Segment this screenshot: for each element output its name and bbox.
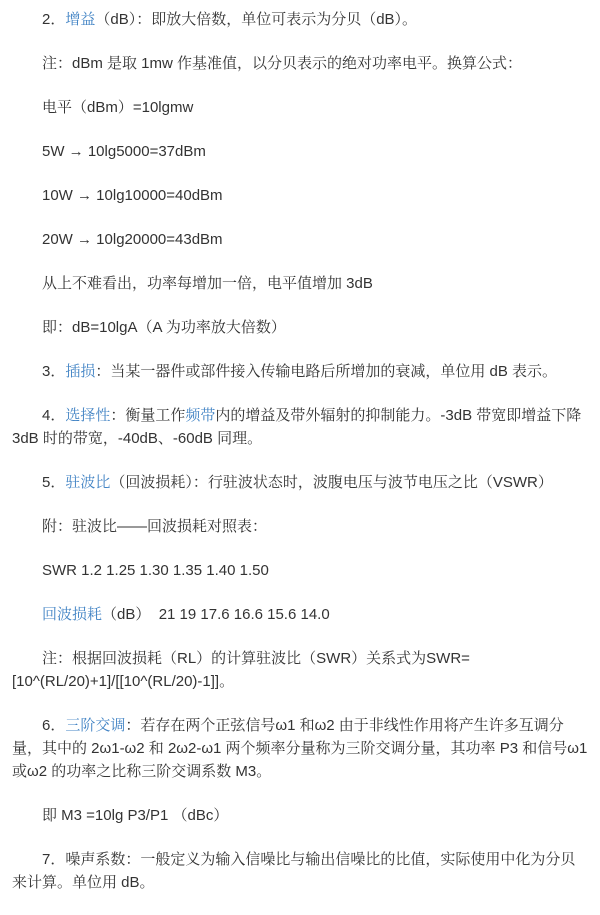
text-run: 6． bbox=[42, 717, 66, 734]
text-run: ：若存在两个正弦信号ω1 和ω2 由于非线性作用将产生许多互调分量，其中的 2ω1-ω2 和 2ω2-ω1 两个频率分量称为三阶交调分量，其功率 P3 和信号ω1 或ω2 的功率之比称三阶交调系数 M3。 bbox=[12, 717, 592, 780]
text-run: 电平（dBm）=10lgmw bbox=[42, 99, 194, 116]
text-run: 5． bbox=[42, 474, 66, 491]
paragraph bbox=[12, 184, 588, 207]
paragraph bbox=[12, 515, 588, 538]
text-run: 从上不难看出，功率每增加一倍，电平值增加 3dB bbox=[42, 275, 373, 292]
paragraph bbox=[12, 96, 588, 119]
paragraph bbox=[12, 559, 588, 582]
text-run: 5W → 10lg5000=37dBm bbox=[42, 143, 206, 160]
paragraph bbox=[12, 360, 588, 383]
text-run: ：衡量工作 bbox=[110, 407, 186, 424]
paragraph bbox=[12, 603, 588, 626]
text-run: 10W → 10lg10000=40dBm bbox=[42, 187, 223, 204]
paragraph bbox=[12, 8, 588, 31]
text-run: 附：驻波比——回波损耗对照表： bbox=[42, 518, 268, 535]
term-link[interactable]: 插损 bbox=[65, 363, 96, 380]
paragraph bbox=[12, 272, 588, 295]
text-run: （回波损耗）：行驻波状态时，波腹电压与波节电压之比（VSWR） bbox=[110, 474, 553, 491]
paragraph bbox=[12, 52, 588, 75]
term-link[interactable]: 三阶交调 bbox=[65, 717, 126, 734]
text-run: （dB） 21 19 17.6 16.6 15.6 14.0 bbox=[102, 606, 330, 623]
text-run: 4． bbox=[42, 407, 66, 424]
term-link[interactable]: 回波损耗 bbox=[42, 606, 103, 623]
text-run: 7．噪声系数：一般定义为输入信噪比与输出信噪比的比值，实际使用中化为分贝来计算。单位用 dB。 bbox=[12, 851, 576, 891]
paragraph bbox=[12, 228, 588, 251]
term-link[interactable]: 频带 bbox=[185, 407, 216, 424]
paragraph bbox=[12, 404, 588, 450]
paragraph bbox=[12, 848, 588, 894]
text-run: 即：dB=10lgA（A 为功率放大倍数） bbox=[42, 319, 286, 336]
text-run: 3． bbox=[42, 363, 66, 380]
text-run: （dB）：即放大倍数，单位可表示为分贝（dB）。 bbox=[95, 11, 418, 28]
term-link[interactable]: 增益 bbox=[65, 11, 96, 28]
paragraph bbox=[12, 471, 588, 494]
text-run: 注：dBm 是取 1mw 作基准值，以分贝表示的绝对功率电平。换算公式： bbox=[42, 55, 523, 72]
term-link[interactable]: 选择性 bbox=[65, 407, 111, 424]
text-run: 注：根据回波损耗（RL）的计算驻波比（SWR）关系式为SWR=[10^(RL/20)+1]/[[10^(RL/20)-1]]。 bbox=[12, 650, 470, 690]
text-run: ：当某一器件或部件接入传输电路后所增加的衰减，单位用 dB 表示。 bbox=[95, 363, 558, 380]
text-run: 即 M3 =10lg P3/P1 （dBc） bbox=[42, 807, 229, 824]
paragraph bbox=[12, 316, 588, 339]
paragraph bbox=[12, 140, 588, 163]
term-link[interactable]: 驻波比 bbox=[65, 474, 111, 491]
paragraph bbox=[12, 804, 588, 827]
paragraph bbox=[12, 714, 592, 783]
text-run: 内的增益及带外辐射的抑制能力。-3dB 带宽即增益下降 3dB 时的带宽，-40dB、-60dB 同理。 bbox=[12, 407, 586, 447]
text-run: SWR 1.2 1.25 1.30 1.35 1.40 1.50 bbox=[42, 562, 269, 579]
text-run: 2． bbox=[42, 11, 66, 28]
paragraph bbox=[12, 647, 588, 693]
text-run: 20W → 10lg20000=43dBm bbox=[42, 231, 223, 248]
